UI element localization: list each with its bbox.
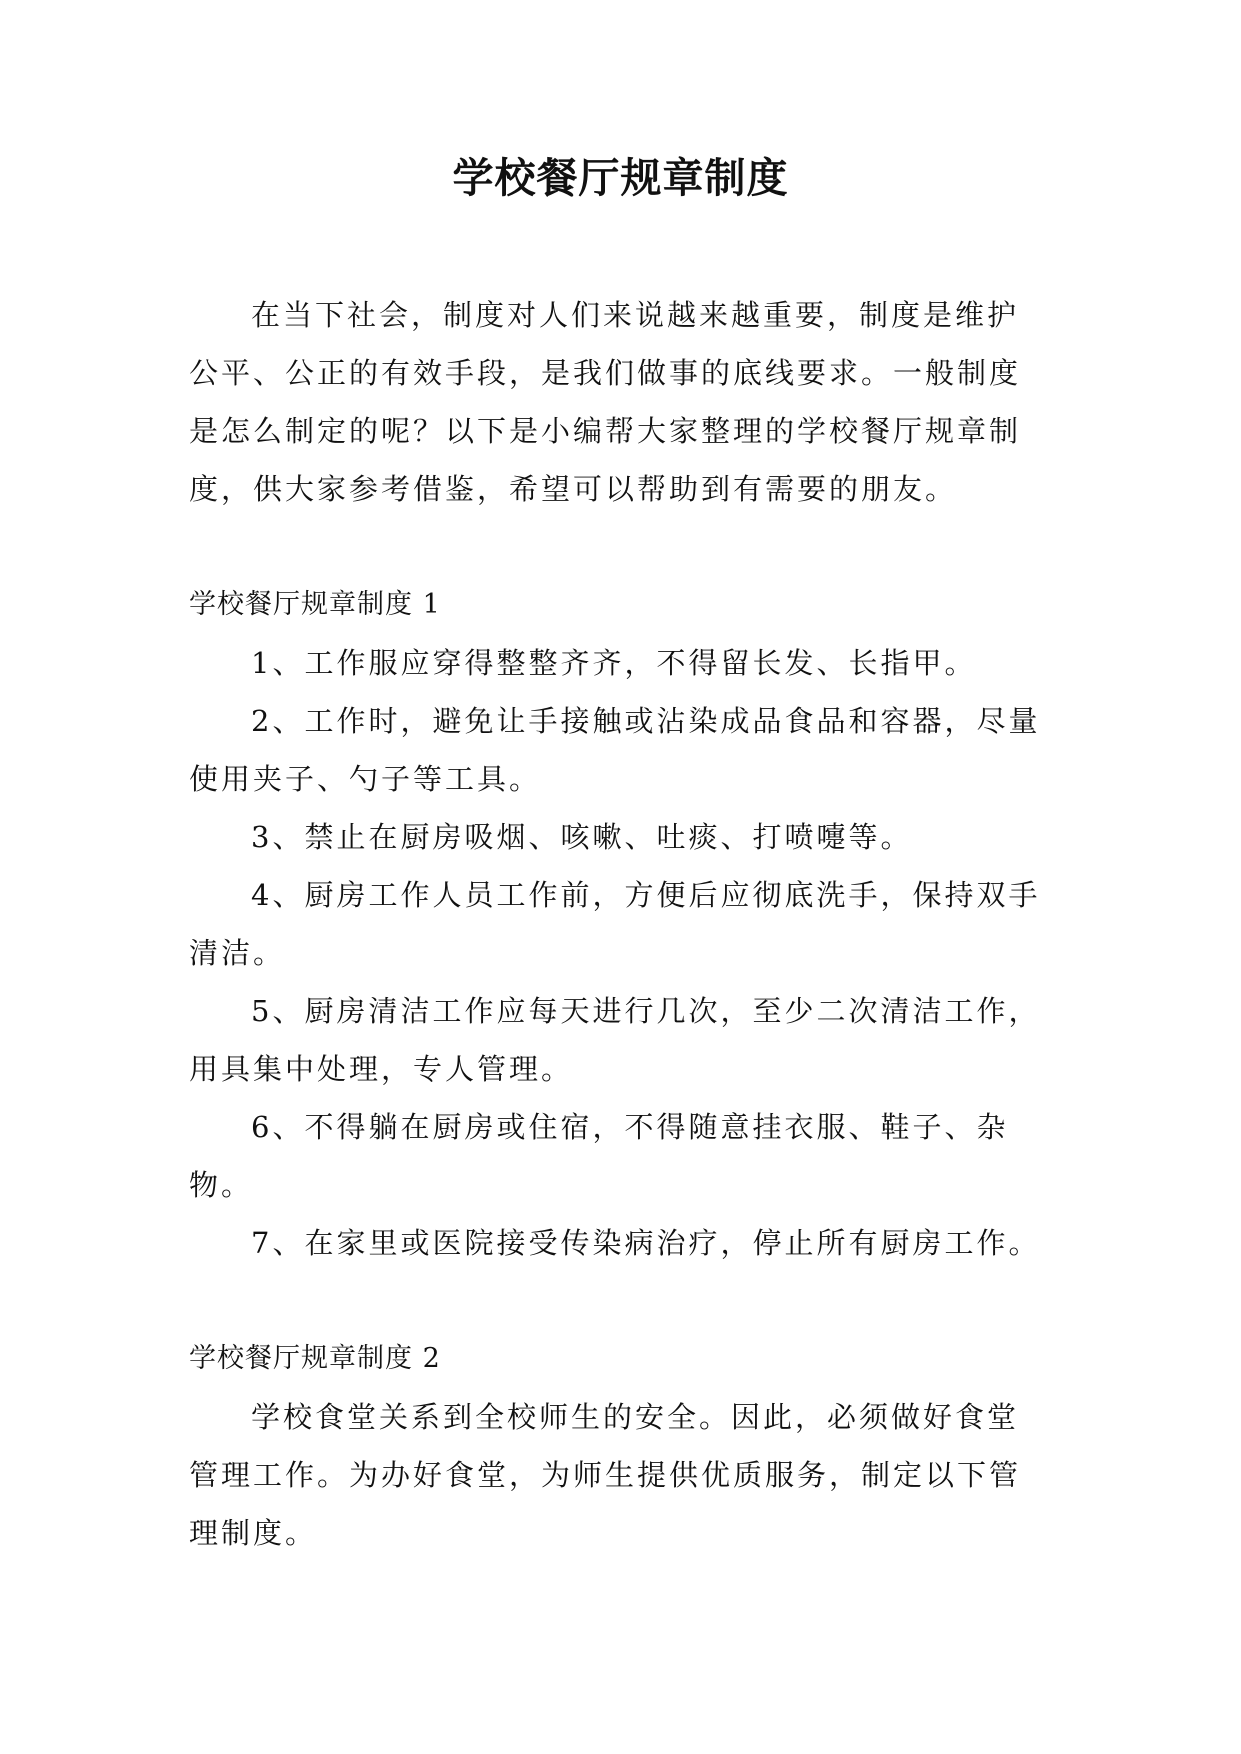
section-heading-2: 学校餐厅规章制度 2 xyxy=(189,1343,441,1374)
rule-item-6: 6、不得躺在厨房或住宿，不得随意挂衣服、鞋子、杂物。 xyxy=(189,1110,1009,1202)
rule-item-5: 5、厨房清洁工作应每天进行几次，至少二次清洁工作，用具集中处理，专人管理。 xyxy=(189,994,1041,1086)
rule-item-4: 4、厨房工作人员工作前，方便后应彻底洗手，保持双手清洁。 xyxy=(189,878,1041,970)
document-title: 学校餐厅规章制度 xyxy=(452,154,789,202)
section-spacer xyxy=(189,518,1041,576)
rule-item-3: 3、禁止在厨房吸烟、咳嗽、吐痰、打喷嚏等。 xyxy=(251,820,913,854)
section-2-paragraph: 学校食堂关系到全校师生的安全。因此，必须做好食堂管理工作。为办好食堂，为师生提供优质服务，制定以下管理制度。 xyxy=(189,1400,1022,1550)
section-spacer xyxy=(189,1272,1041,1330)
document-body xyxy=(189,286,1041,1562)
intro-paragraph: 在当下社会，制度对人们来说越来越重要，制度是维护公平、公正的有效手段，是我们做事的底线要求。一般制度是怎么制定的呢？以下是小编帮大家整理的学校餐厅规章制度，供大家参考借鉴，希望可以帮助到有需要的朋友。 xyxy=(189,298,1022,506)
rule-item-2: 2、工作时，避免让手接触或沾染成品食品和容器，尽量使用夹子、勺子等工具。 xyxy=(189,704,1041,796)
rule-item-7: 7、在家里或医院接受传染病治疗，停止所有厨房工作。 xyxy=(251,1226,1041,1260)
section-heading-1: 学校餐厅规章制度 1 xyxy=(189,589,441,620)
rule-item-1: 1、工作服应穿得整整齐齐，不得留长发、长指甲。 xyxy=(251,646,977,680)
